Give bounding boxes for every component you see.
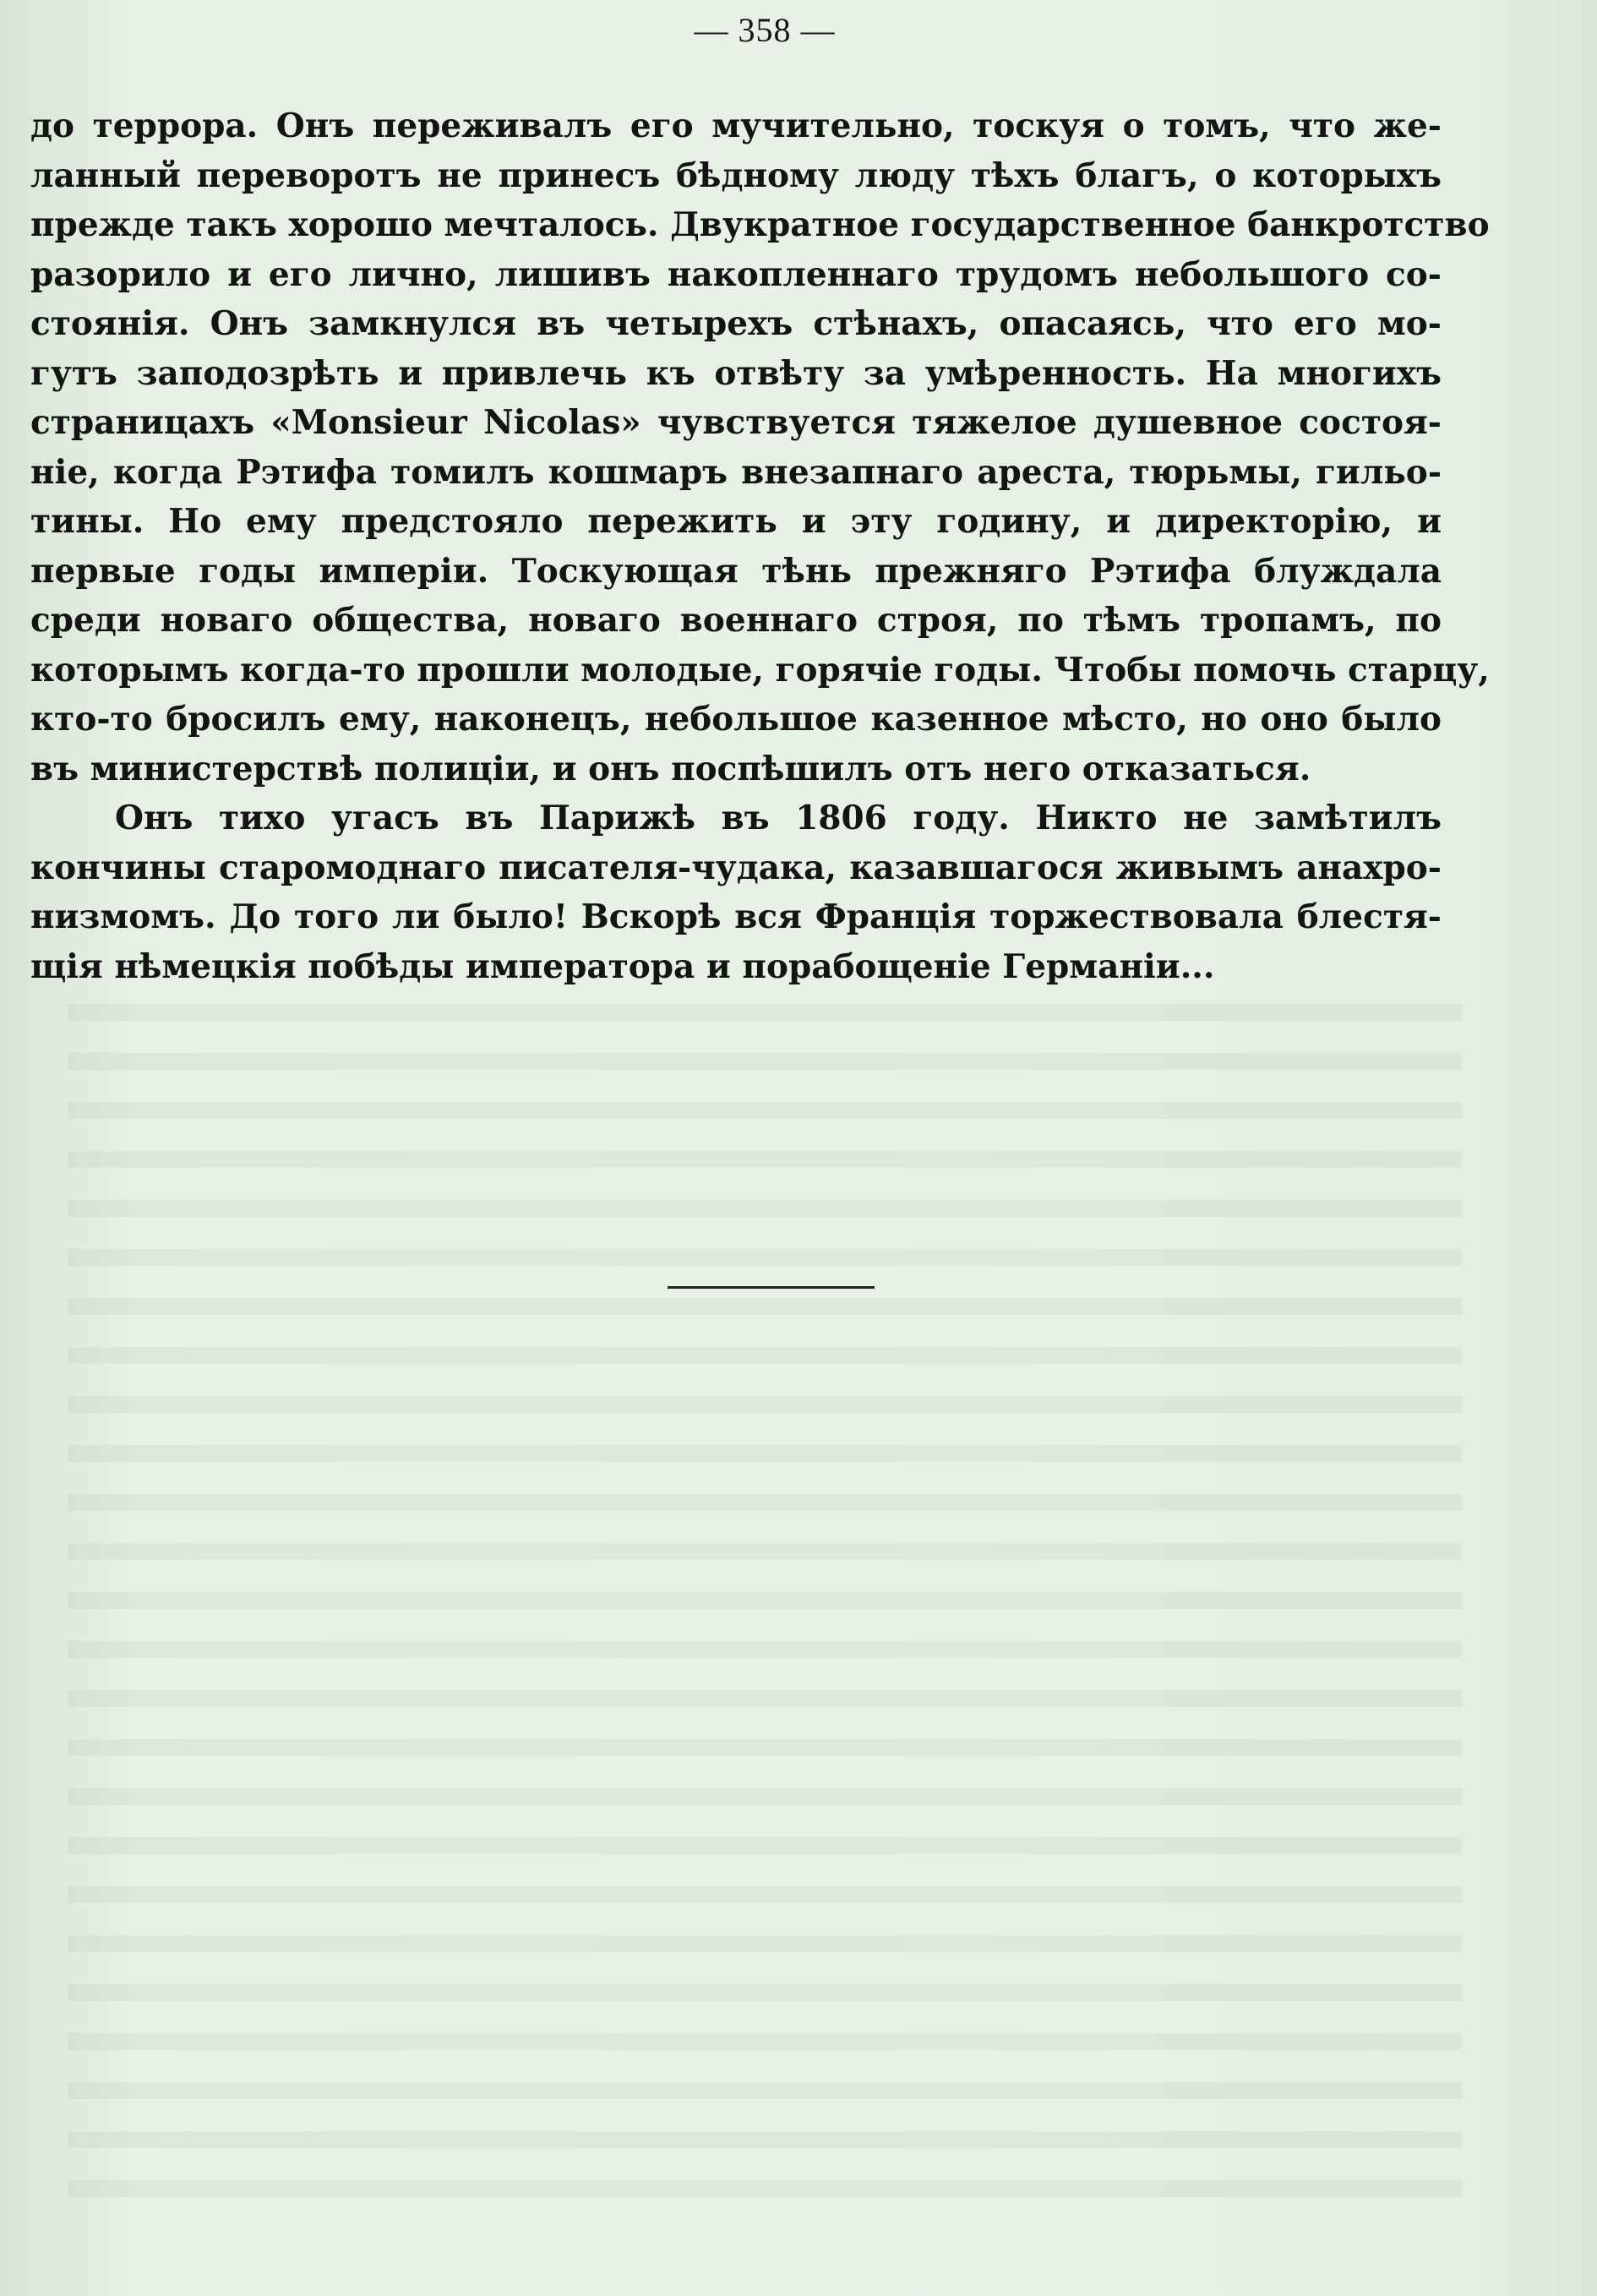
text-line: стоянія. Онъ замкнулся въ четырехъ стѣнахъ, опасаясь, что его мо- <box>30 304 1442 343</box>
text-line: кончины старомоднаго писателя-чудака, казавшагося живымъ анахро- <box>30 848 1442 887</box>
paragraph-2 <box>30 794 1442 991</box>
text-line: Онъ тихо угасъ въ Парижѣ въ 1806 году. Никто не замѣтилъ <box>115 799 1442 837</box>
text-line: щія нѣмецкія побѣды императора и порабощеніе Германіи... <box>30 946 1215 986</box>
text-line: разорило и его лично, лишивъ накопленнаго трудомъ небольшого со- <box>30 254 1442 294</box>
text-line: до террора. Онъ переживалъ его мучительно, тоскуя о томъ, что же- <box>30 106 1442 145</box>
bleed-through-texture <box>68 997 1462 2197</box>
text-line: прежде такъ хорошо мечталось. Двукратное государственное банкротство <box>30 205 1490 244</box>
text-line: среди новаго общества, новаго военнаго строя, по тѣмъ тропамъ, по <box>30 601 1442 640</box>
page-number: — 358 — <box>694 11 836 49</box>
body-text <box>30 101 1490 991</box>
text-line: низмомъ. До того ли было! Вскорѣ вся Франція торжествовала блестя- <box>30 897 1442 936</box>
text-line: первые годы имперіи. Тоскующая тѣнь прежняго Рэтифа блуждала <box>30 551 1442 591</box>
text-line: которымъ когда-то прошли молодые, горячіе годы. Чтобы помочь старцу, <box>30 650 1490 690</box>
text-line: ланный переворотъ не принесъ бѣдному люду тѣхъ благъ, о которыхъ <box>30 155 1442 195</box>
text-line: въ министерствѣ полиціи, и онъ поспѣшилъ отъ него отказаться. <box>30 749 1311 788</box>
text-line: ніе, когда Рэтифа томилъ кошмаръ внезапнаго ареста, тюрьмы, гильо- <box>30 452 1442 492</box>
section-separator <box>668 1286 875 1289</box>
text-line: тины. Но ему предстояло пережить и эту годину, и директорію, и <box>30 502 1442 541</box>
text-line: кто-то бросилъ ему, наконецъ, небольшое казенное мѣсто, но оно было <box>30 700 1442 739</box>
text-line: страницахъ «Monsieur Nicolas» чувствуется тяжелое душевное состоя- <box>30 403 1442 442</box>
text-line: гутъ заподозрѣть и привлечь къ отвѣту за умѣренность. На многихъ <box>30 353 1442 393</box>
paragraph-1 <box>30 101 1490 794</box>
